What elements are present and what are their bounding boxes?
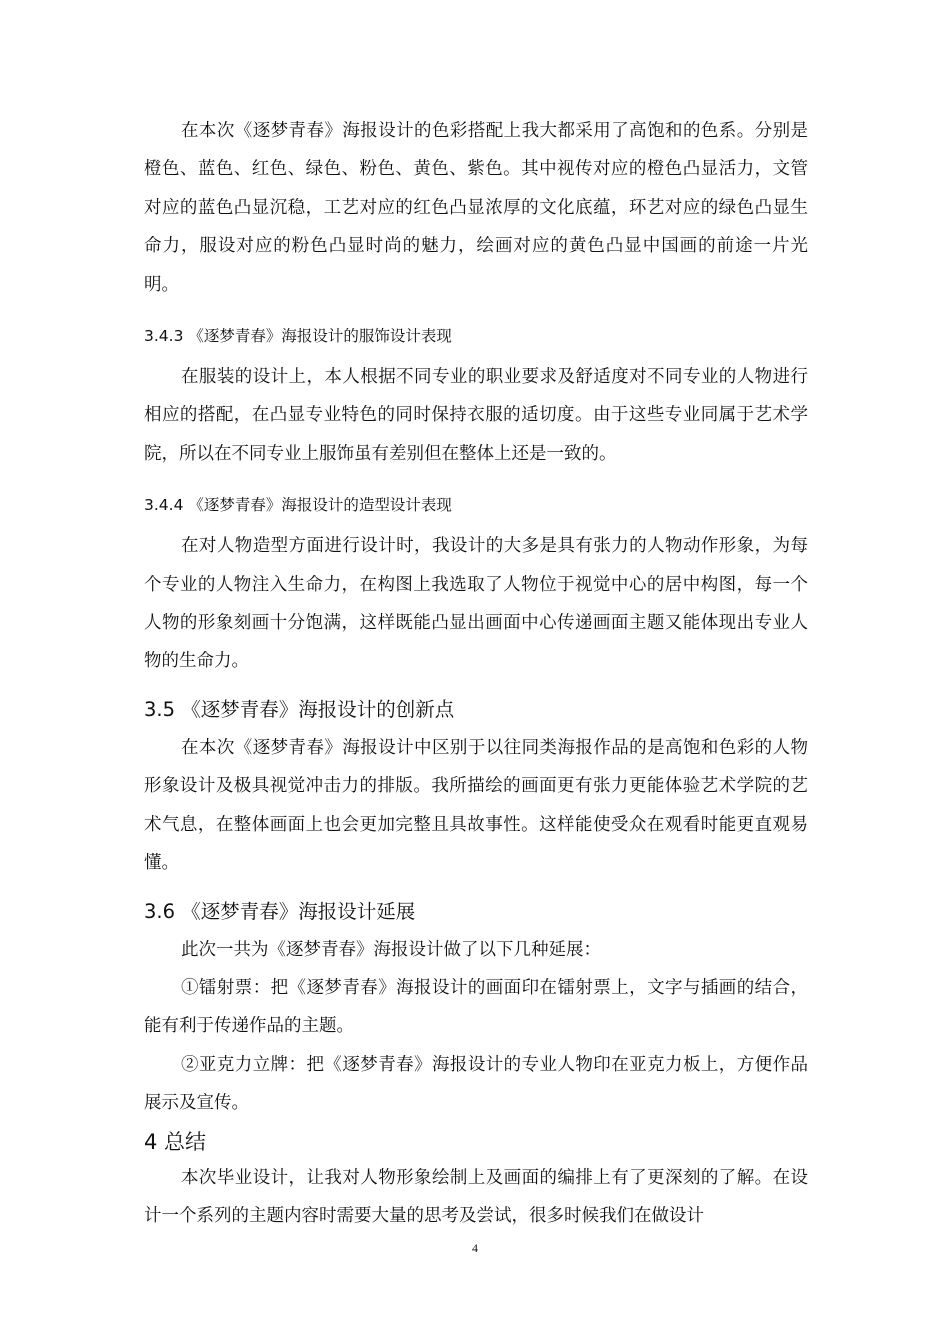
- document-page: [144, 112, 808, 1235]
- section-3-6-heading: 3.6 《逐梦青春》海报设计延展: [144, 899, 416, 923]
- section-3-4-3-heading: 3.4.3 《逐梦青春》海报设计的服饰设计表现: [144, 327, 452, 346]
- acrylic-stand-paragraph: ②亚克力立牌：把《逐梦青春》海报设计的专业人物印在亚克力板上，方便作品展示及宣传。: [144, 1054, 808, 1114]
- color-scheme-paragraph: 在本次《逐梦青春》海报设计的色彩搭配上我大都采用了高饱和的色系。分别是橙色、蓝色、红色、绿色、粉色、黄色、紫色。其中视传对应的橙色凸显活力，文管对应的蓝色凸显沉稳，工艺对应的红色凸显浓厚的文化底蕴，环艺对应的绿色凸显生命力，服设对应的粉色凸显时尚的魅力，绘画对应的黄色凸显中国画的前途一片光明。: [144, 121, 808, 295]
- laser-ticket-paragraph: ①镭射票：把《逐梦青春》海报设计的画面印在镭射票上，文字与插画的结合，能有利于传递作品的主题。: [144, 977, 808, 1037]
- section-3-5-heading: 3.5 《逐梦青春》海报设计的创新点: [144, 697, 455, 721]
- section-4-heading: 4 总结: [144, 1129, 207, 1154]
- figure-design-paragraph: 在对人物造型方面进行设计时，我设计的大多是具有张力的人物动作形象，为每个专业的人物注入生命力，在构图上我选取了人物位于视觉中心的居中构图，每一个人物的形象刻画十分饱满，这样既能凸显出画面中心传递画面主题又能体现出专业人物的生命力。: [144, 536, 808, 672]
- page-number: 4: [472, 1241, 478, 1255]
- section-3-4-4-heading: 3.4.4 《逐梦青春》海报设计的造型设计表现: [144, 496, 452, 515]
- summary-paragraph: 本次毕业设计，让我对人物形象绘制上及画面的编排上有了更深刻的了解。在设计一个系列的主题内容时需要大量的思考及尝试，很多时候我们在做设计: [144, 1167, 808, 1226]
- costume-design-paragraph: 在服装的设计上，本人根据不同专业的职业要求及舒适度对不同专业的人物进行相应的搭配，在凸显专业特色的同时保持衣服的适切度。由于这些专业同属于艺术学院，所以在不同专业上服饰虽有差别但在整体上还是一致的。: [144, 367, 808, 464]
- innovation-paragraph: 在本次《逐梦青春》海报设计中区别于以往同类海报作品的是高饱和色彩的人物形象设计及极具视觉冲击力的排版。我所描绘的画面更有张力更能体验艺术学院的艺术气息，在整体画面上也会更加完整且具故事性。这样能使受众在观看时能更直观易懂。: [144, 737, 808, 874]
- extension-intro-paragraph: 此次一共为《逐梦青春》海报设计做了以下几种延展：: [181, 939, 601, 960]
